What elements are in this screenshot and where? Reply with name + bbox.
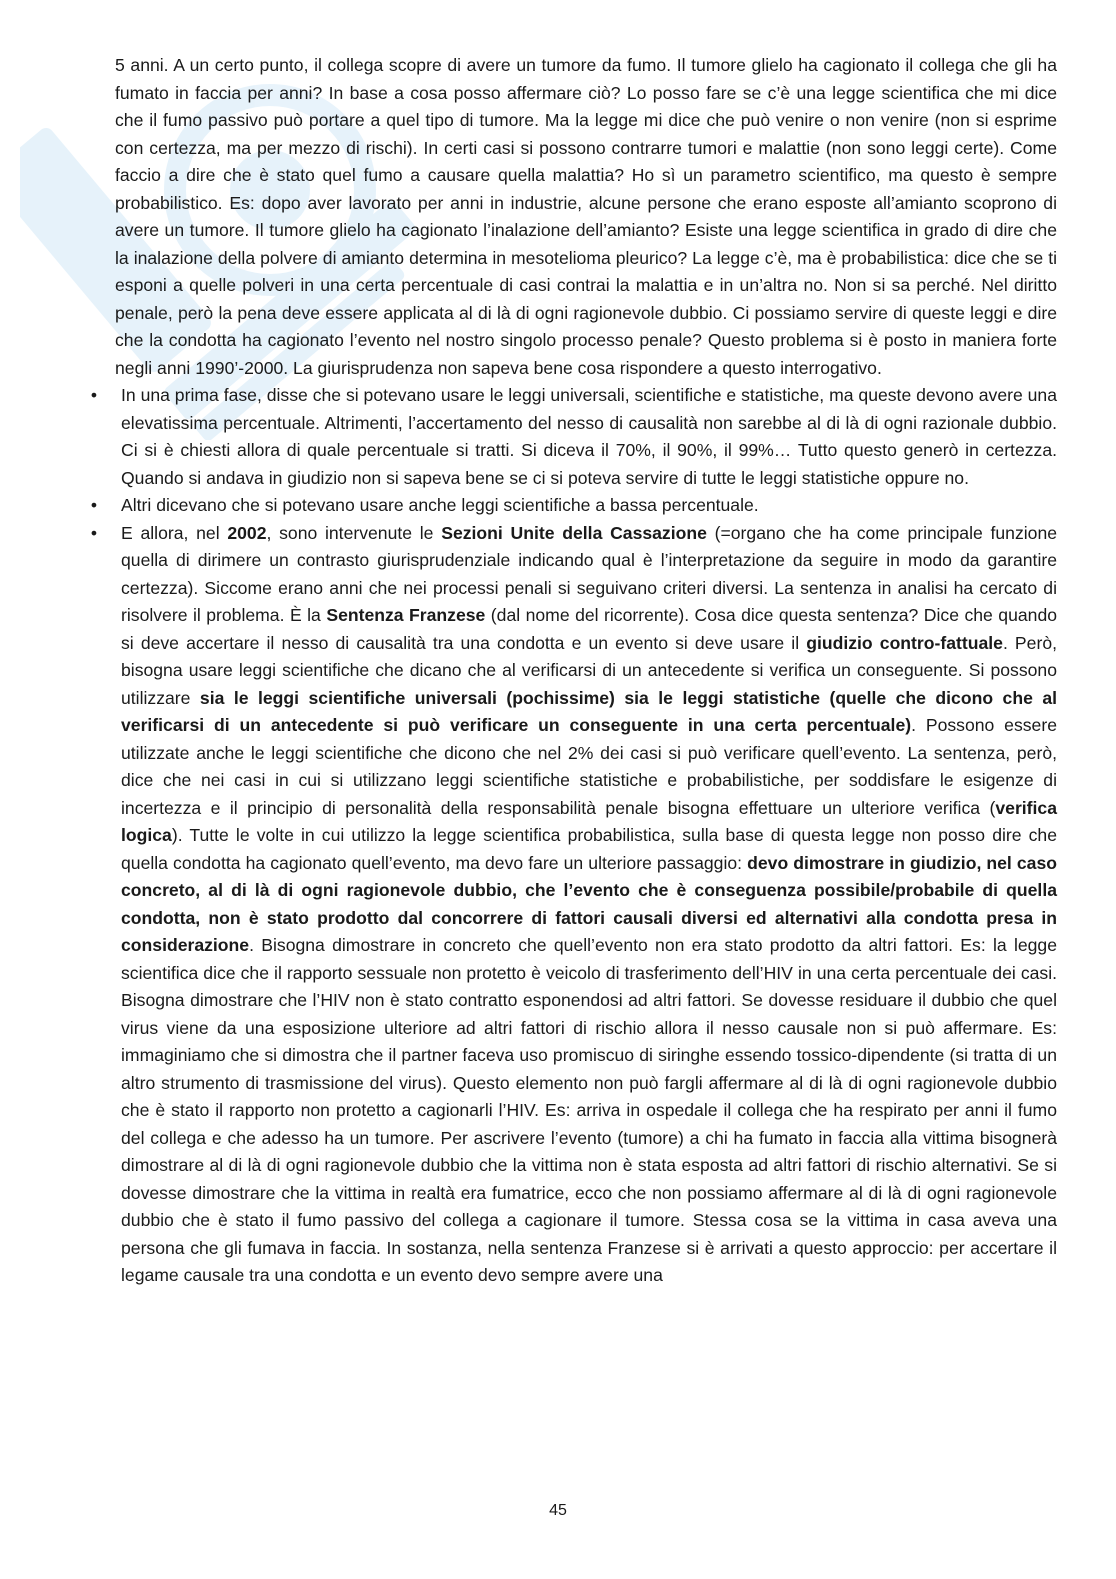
bold-verifica-logica: verifica logica xyxy=(121,797,1057,845)
text-run: ). Tutte le volte in cui utilizzo la legge scientifica probabilistica, sulla base di questa legge non posso dire che quella condotta ha cagionato quell’evento, ma devo fare un ulteriore passaggio: xyxy=(121,825,1057,873)
bullet-text-2: Altri dicevano che si potevano usare anche leggi scientifiche a bassa percentuale. xyxy=(121,495,759,515)
text-run: (dal nome del ricorrente). Cosa dice questa sentenza? Dice che quando si deve accertare il nesso di causalità tra una condotta e un evento si deve usare il xyxy=(121,605,1058,653)
text-run: . Però, bisogna usare leggi scientifiche che dicano che al verificarsi di un antecedente si verifica un conseguente. Si possono utilizzare xyxy=(121,632,1057,708)
text-run: . Possono essere utilizzate anche le leggi scientifiche che dicono che nel 2% dei casi si può verificare quell’evento. La sentenza, però, dice che nei casi in cui si utilizzano leggi scientifiche statistiche e probabilistiche, per soddisfare le esigenze di incertezza e il principio di personalità della responsabilità penale bisogna effettuare un ulteriore verifica ( xyxy=(121,715,1057,818)
text-run: . Bisogna dimostrare in concreto che quell’evento non era stato prodotto da altri fattori. Es: la legge scientifica dice che il rapporto sessuale non protetto è veicolo di trasferimento dell’HIV in una certa percentuale dei casi. Bisogna dimostrare che l’HIV non è stato contratto esponendosi ad altri fattori. Se dovesse residuare il dubbio che quel virus viene da una esposizione ulteriore ad altri fattori di rischio allora il nesso causale non si può affermare. Es: immaginiamo che si dimostra che il partner faceva uso promiscuo di siringhe essendo tossico-dipendente (si tratta di un altro strumento di trasmissione del virus). Questo elemento non può fargli affermare al di là di ogni ragionevole dubbio che è stato il rapporto non protetto a cagionarli l’HIV. Es: arriva in ospedale il collega che ha respirato per anni il fumo del collega e che adesso ha un tumore. Per ascrivere l’evento (tumore) a chi ha fumato in faccia alla vittima bisognerà dimostrare al di là di ogni ragionevole dubbio che la vittima non è stata esposta ad altri fattori di rischio alternativi. Se si dovesse dimostrare che la vittima in realtà era fumatrice, ecco che non possiamo affermare al di là di ogni ragionevole dubbio che è stato il fumo passivo del collega a cagionare il tumore. Stessa cosa se la vittima in casa aveva una persona che gli fumava in faccia. In sostanza, nella sentenza Franzese si è arrivati a questo approccio: per accertare il legame causale tra una condotta e un evento devo sempre avere una xyxy=(121,935,1057,1285)
bullet-icon: • xyxy=(90,385,98,405)
text-run: (=organo che ha come principale funzione quella di dirimere un contrasto giurisprudenziale indicando qual è l’interpretazione da seguire in modo da garantire certezza). Siccome erano anni che nei processi penali si seguivano criteri diversi. La sentenza in analisi ha cercato di risolvere il problema. È la xyxy=(121,522,1058,625)
bold-devo-dimostrare: devo dimostrare in giudizio, nel caso concreto, al di là di ogni ragionevole dubbio, che l’evento che è conseguenza possibile/probabile di quella condotta, non è stato prodotto dal concorrere di fattori causali diversi ed alternativi alla condotta presa in considerazione xyxy=(121,852,1058,955)
bullet-icon: • xyxy=(90,522,98,543)
bold-year: 2002 xyxy=(227,522,267,543)
bold-leggi-scientifiche: sia le leggi scientifiche universali (pochissime) sia le leggi statistiche (quelle che dicono che al verificarsi di un antecedente si può verificare un conseguente in una certa percentuale) xyxy=(121,687,1057,735)
document-body xyxy=(90,52,1058,1290)
bullet-item-1 xyxy=(90,382,1057,492)
bold-giudizio-controfattuale: giudizio contro-fattuale xyxy=(806,632,1003,653)
bold-sentenza-franzese: Sentenza Franzese xyxy=(326,605,486,625)
text-run: , sono intervenute le xyxy=(266,522,442,543)
bullet-icon: • xyxy=(90,495,98,515)
bullet-item-3 xyxy=(90,520,1058,1290)
bullet-item-2 xyxy=(90,492,1057,520)
bullet-list xyxy=(90,382,1058,1290)
text-run: E allora, nel xyxy=(121,522,228,543)
page-number: 45 xyxy=(549,1502,567,1519)
bold-sezioni-unite: Sezioni Unite della Cassazione xyxy=(441,522,707,543)
bullet-text-1: In una prima fase, disse che si potevano usare le leggi universali, scientifiche e statistiche, ma queste devono avere una elevatissima percentuale. Altrimenti, l’accertamento del nesso di causalità non sarebbe al di là di ogni razionale dubbio. Ci si è chiesti allora di quale percentuale si tratti. Si diceva il 70%, il 90%, il 99%… Tutto questo generò in certezza. Quando si andava in giudizio non si sapeva bene se ci si poteva servire di tutte le leggi statistiche oppure no. xyxy=(121,385,1057,488)
paragraph-intro: 5 anni. A un certo punto, il collega scopre di avere un tumore da fumo. Il tumore glielo ha cagionato il collega che gli ha fumato in faccia per anni? In base a cosa posso affermare ciò? Lo posso fare se c’è una legge scientifica che mi dice che il fumo passivo può portare a quel tipo di tumore. Ma la legge mi dice che può venire o non venire (non si esprime con certezza, ma per mezzo di rischi). In certi casi si possono contrarre tumori e malattie (non sono leggi certe). Come faccio a dire che è stato quel fumo a causare quella malattia? Ho sì un parametro scientifico, ma questo è sempre probabilistico. Es: dopo aver lavorato per anni in industrie, alcune persone che erano esposte all’amianto scoprono di avere un tumore. Il tumore glielo ha cagionato l’inalazione dell’amianto? Esiste una legge scientifica in grado di dire che la inalazione della polvere di amianto determina in mesotelioma pleurico? La legge c’è, ma è probabilistica: dice che se ti esponi a quelle polveri in una certa percentuale di casi contrai la malattia e in un’altra no. Non si sa perché. Nel diritto penale, però la pena deve essere applicata al di là di ogni ragionevole dubbio. Ci possiamo servire di queste leggi e dire che la condotta ha cagionato l’evento nel nostro singolo processo penale? Questo problema si è posto in maniera forte negli anni 1990’-2000. La giurisprudenza non sapeva bene cosa rispondere a questo interrogativo. xyxy=(115,55,1057,378)
